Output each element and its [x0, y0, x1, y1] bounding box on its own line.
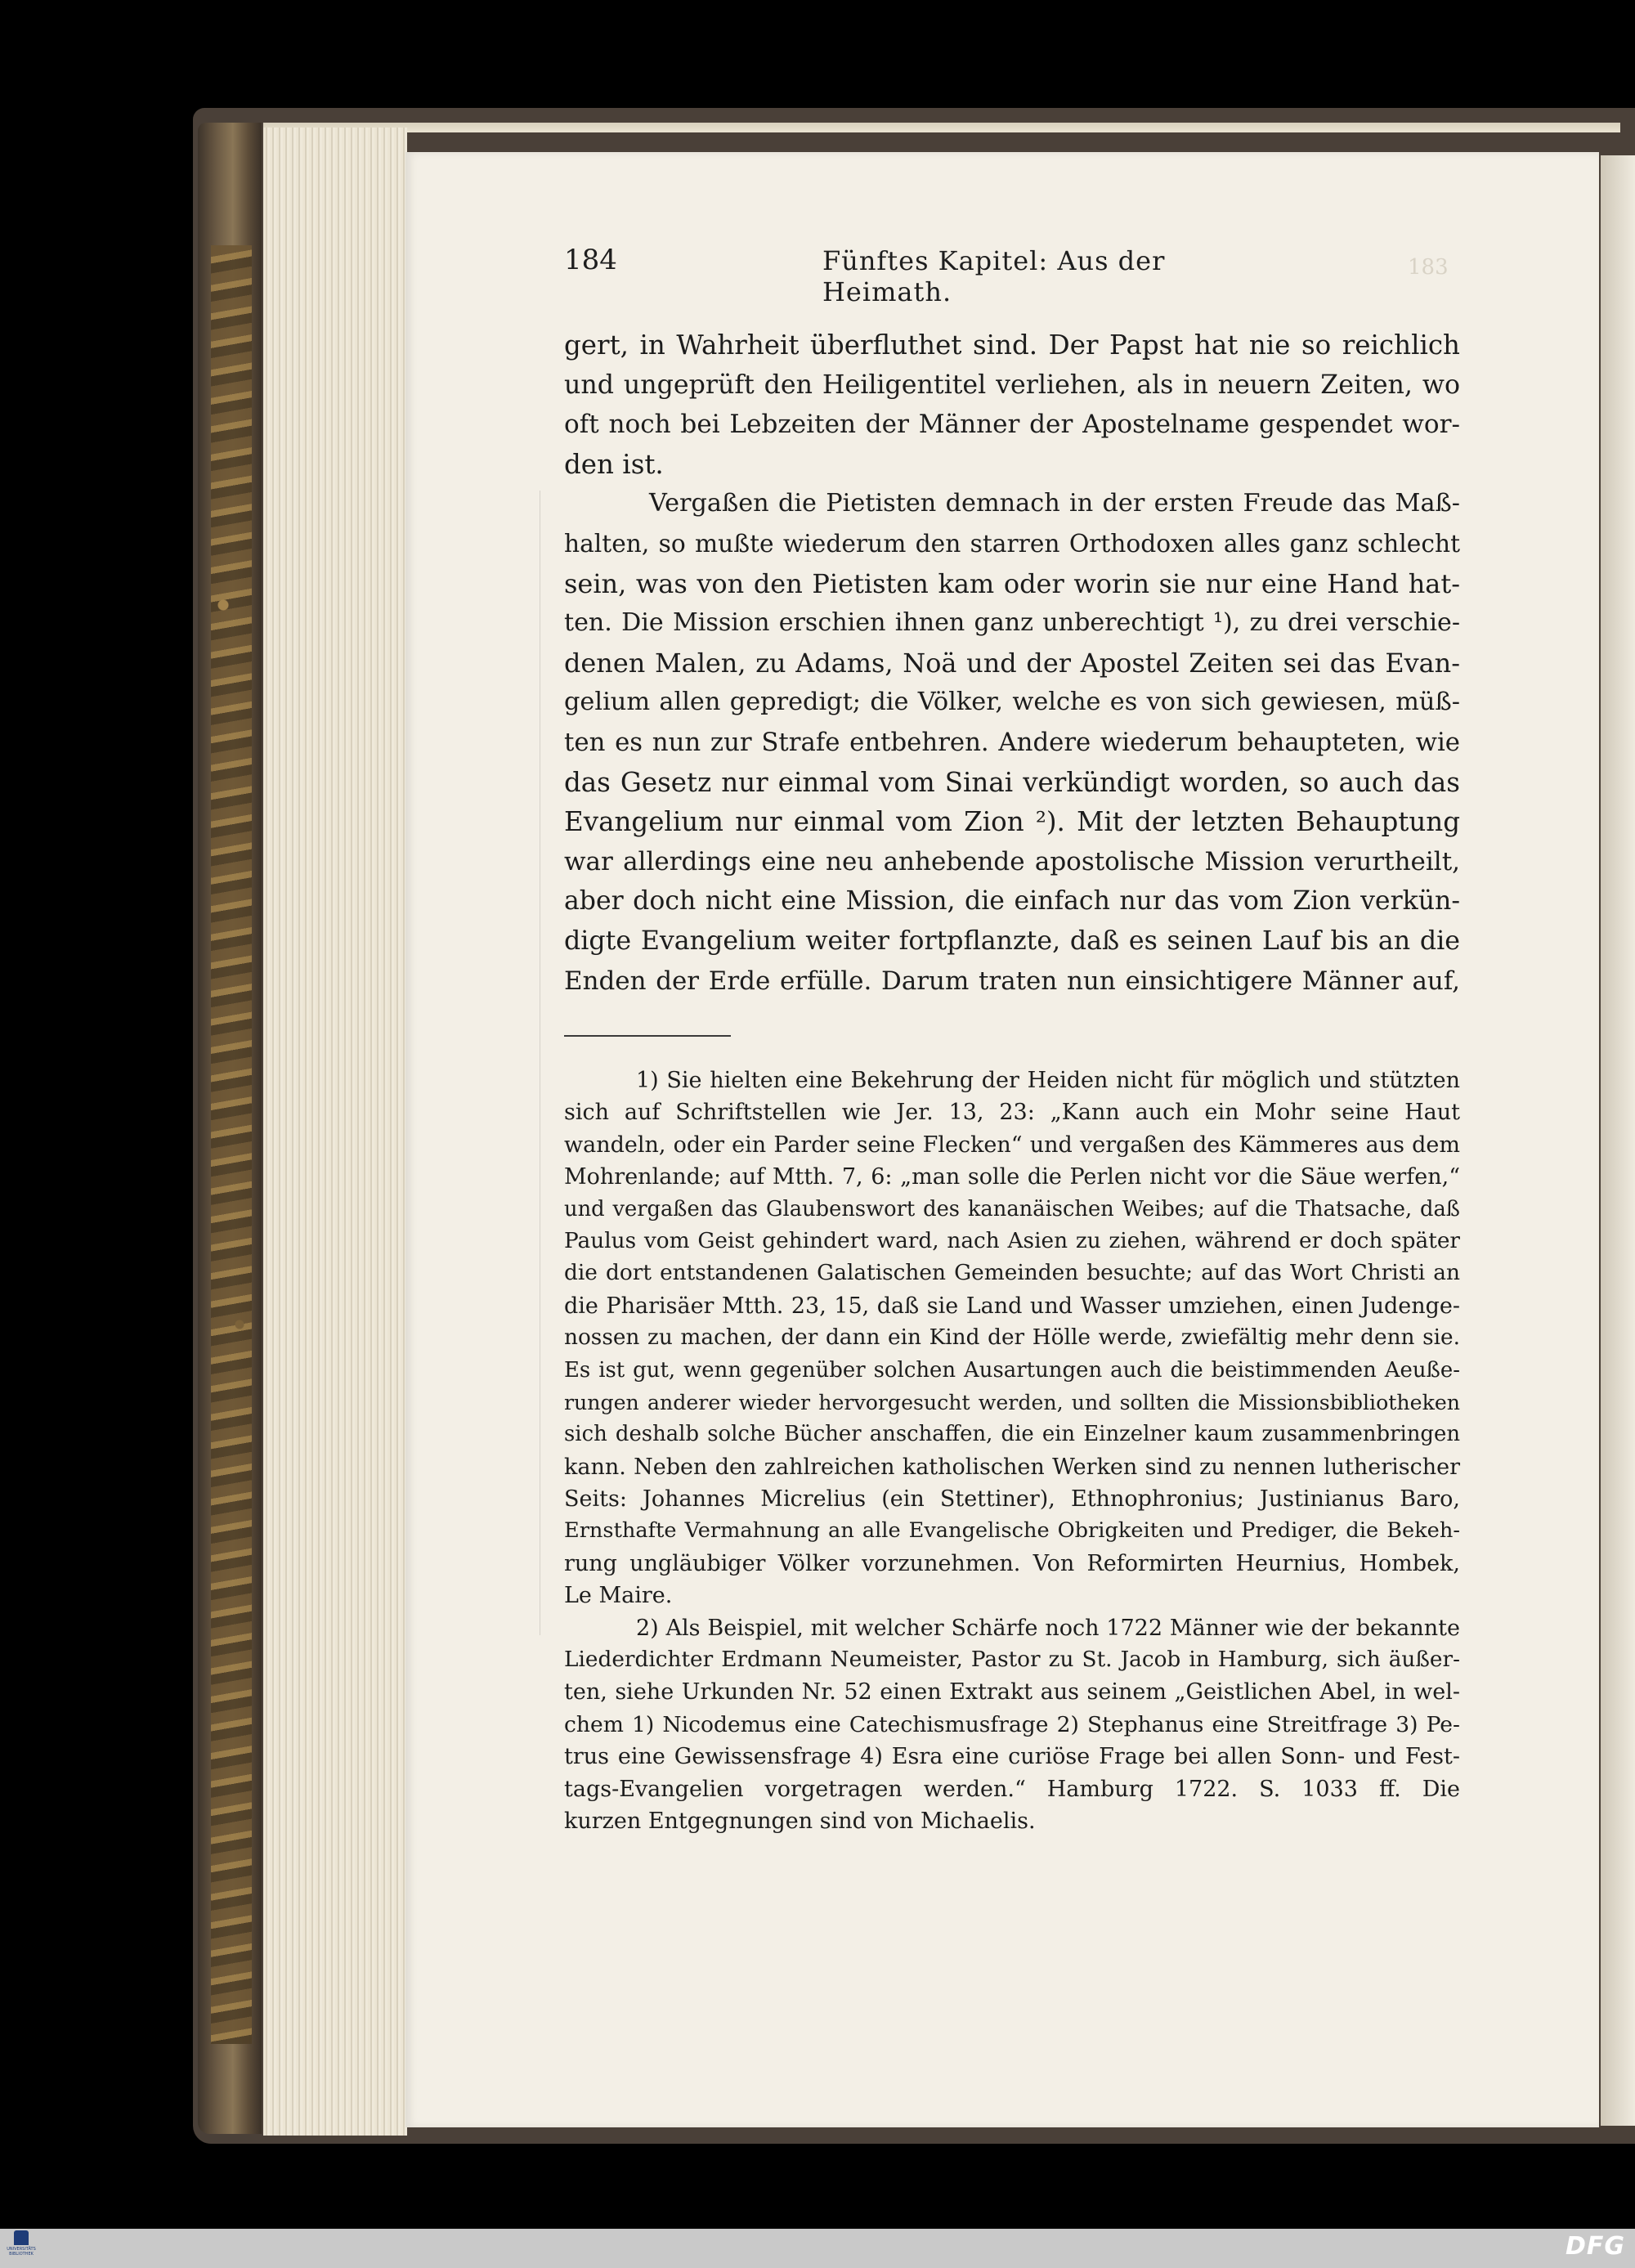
show-through-number: 183: [1408, 255, 1449, 280]
page-number: 184: [564, 244, 617, 276]
footnote-1-line: Paulus vom Geist gehindert ward, nach Asien zu ziehen, während er doch später: [564, 1228, 1460, 1253]
footnote-1-line: Seits: Johannes Micrelius (ein Stettiner), Ethnophronius; Justinianus Baro,: [564, 1486, 1460, 1513]
footnote-1-line: kann. Neben den zahlreichen katholischen Werken sind zu nennen lutherischer: [564, 1454, 1460, 1480]
footnote-1-line: 1) Sie hielten eine Bekehrung der Heiden nicht für möglich und stützten: [636, 1068, 1460, 1093]
footnote-1-line: rungen anderer wieder hervorgesucht werden, und sollten die Missionsbibliotheken: [564, 1390, 1460, 1414]
text-line: den ist.: [564, 448, 664, 480]
text-line: gelium allen gepredigt; die Völker, welche es von sich gewiesen, müß-: [564, 688, 1460, 717]
dfg-logo[interactable]: DFG: [1565, 2232, 1625, 2261]
text-line: oft noch bei Lebzeiten der Männer der Apostelname gespendet wor-: [564, 410, 1460, 440]
page-header: [564, 244, 1270, 307]
footnote-1-line: die Pharisäer Mtth. 23, 15, daß sie Land und Wasser umziehen, einen Judenge-: [564, 1293, 1460, 1319]
footnote-1-line: wandeln, oder ein Parder seine Flecken“ und vergaßen des Kämmeres aus dem: [564, 1132, 1460, 1158]
footnote-1-line: Mohrenlande; auf Mtth. 7, 6: „man solle die Perlen nicht vor die Säue werfen,“: [564, 1164, 1460, 1190]
library-logo-text: UNIVERSITÄTS BIBLIOTHEK: [7, 2247, 36, 2257]
text-line: Enden der Erde erfülle. Darum traten nun einsichtigere Männer auf,: [564, 966, 1460, 996]
text-line: gert, in Wahrheit überfluthet sind. Der Papst hat nie so reichlich: [564, 329, 1460, 361]
footnote-1-line: nossen zu machen, der dann ein Kind der Hölle werde, zwiefältig mehr denn sie.: [564, 1325, 1460, 1351]
page-stack: [263, 128, 407, 2136]
footnote-1-line: und vergaßen das Glaubenswort des kananäischen Weibes; auf die Thatsache, daß: [564, 1196, 1460, 1221]
library-logo[interactable]: [5, 2230, 38, 2266]
footnote-rule: [564, 1035, 731, 1037]
footnote-2-line: 2) Als Beispiel, mit welcher Schärfe noch 1722 Männer wie der bekannte: [636, 1615, 1460, 1641]
footnote-2-line: Liederdichter Erdmann Neumeister, Pastor zu St. Jacob in Hamburg, sich äußer-: [564, 1647, 1460, 1673]
library-logo-icon: [14, 2230, 29, 2245]
text-line: digte Evangelium weiter fortpflanzte, daß es seinen Lauf bis an die: [564, 926, 1460, 956]
facing-page-edge: [1601, 155, 1635, 2126]
footnote-1-line: rung ungläubiger Völker vorzunehmen. Von Reformirten Heurnius, Hombek,: [564, 1550, 1460, 1576]
text-line: das Gesetz nur einmal vom Sinai verkündigt worden, so auch das: [564, 766, 1460, 798]
main-text: [564, 325, 1460, 1001]
text-line: Vergaßen die Pietisten demnach in der ersten Freude das Maß-: [649, 489, 1460, 518]
text-line: war allerdings eine neu anhebende apostolische Mission verurtheilt,: [564, 846, 1460, 876]
footnote-1-line: Es ist gut, wenn gegenüber solchen Ausartungen auch die beistimmenden Aeuße-: [564, 1357, 1460, 1383]
footnote-1-line: die dort entstandenen Galatischen Gemeinden besuchte; auf das Wort Christi an: [564, 1261, 1460, 1286]
viewer-footer-bar: [0, 2229, 1635, 2268]
footnote-2-line: chem 1) Nicodemus eine Catechismusfrage 2) Stephanus eine Streitfrage 3) Pe-: [564, 1711, 1460, 1737]
text-line: und ungeprüft den Heiligentitel verliehen, als in neuern Zeiten, wo: [564, 370, 1460, 400]
running-title: Fünftes Kapitel: Aus der Heimath.: [822, 245, 1166, 307]
text-line: halten, so mußte wiederum den starren Orthodoxen alles ganz schlecht: [564, 528, 1460, 558]
footnote-2-line: ten, siehe Urkunden Nr. 52 einen Extrakt aus seinem „Geistlichen Abel, in wel-: [564, 1679, 1460, 1705]
text-line: ten es nun zur Strafe entbehren. Andere wiederum behaupteten, wie: [564, 727, 1460, 757]
marbled-edge: [211, 245, 252, 2044]
text-line: denen Malen, zu Adams, Noä und der Apostel Zeiten sei das Evan-: [564, 647, 1460, 679]
footnote-2-line: kurzen Entgegnungen sind von Michaelis.: [564, 1808, 1036, 1834]
footnote-1-line: sich auf Schriftstellen wie Jer. 13, 23: „Kann auch ein Mohr seine Haut: [564, 1100, 1460, 1126]
page-stack-top: [263, 123, 1620, 132]
text-line: aber doch nicht eine Mission, die einfach nur das vom Zion verkün-: [564, 886, 1460, 917]
footnotes: [564, 1065, 1460, 1837]
text-line: ten. Die Mission erschien ihnen ganz unberechtigt ¹), zu drei verschie-: [564, 608, 1460, 638]
footnote-1-line: Ernsthafte Vermahnung an alle Evangelische Obrigkeiten und Prediger, die Bekeh-: [564, 1518, 1460, 1544]
footnote-2-line: trus eine Gewissensfrage 4) Esra eine curiöse Frage bei allen Sonn- und Fest-: [564, 1744, 1460, 1770]
footnote-2-line: tags-Evangelien vorgetragen werden.“ Hamburg 1722. S. 1033 ff. Die: [564, 1776, 1460, 1802]
footnote-1-line: sich deshalb solche Bücher anschaffen, die ein Einzelner kaum zusammenbringen: [564, 1422, 1460, 1447]
text-line: Evangelium nur einmal vom Zion ²). Mit der letzten Behauptung: [564, 806, 1460, 838]
text-line: sein, was von den Pietisten kam oder worin sie nur eine Hand hat-: [564, 567, 1460, 599]
footnote-1-line: Le Maire.: [564, 1583, 673, 1609]
